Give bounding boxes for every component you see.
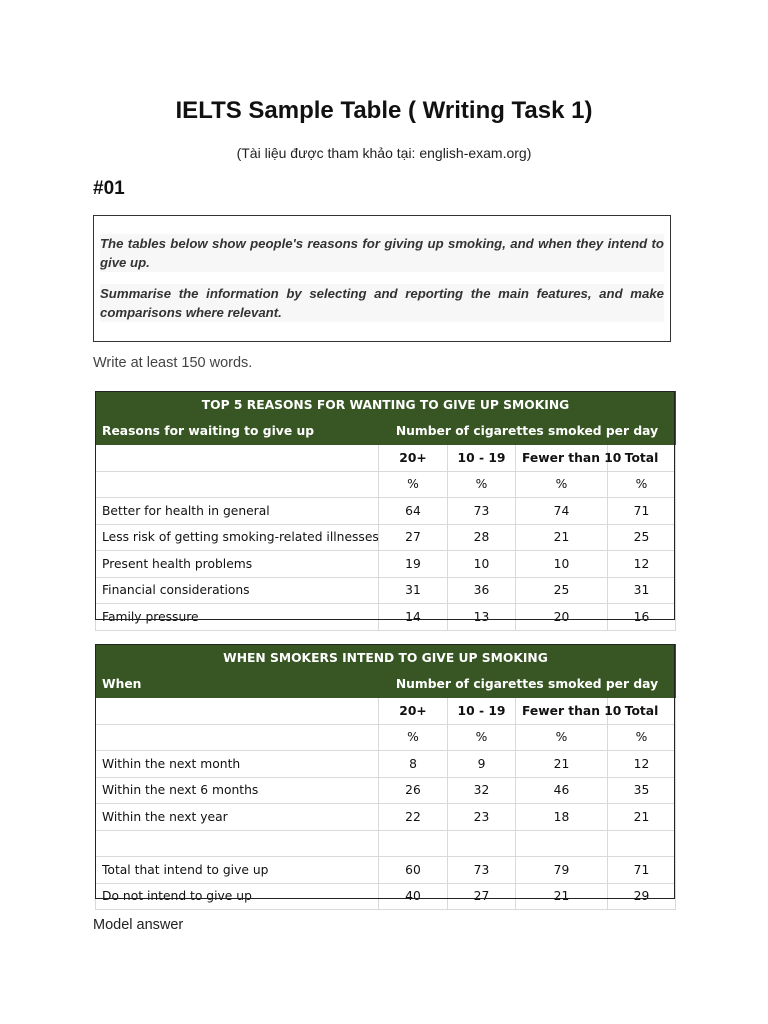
column-header-row (96, 698, 676, 725)
table-row (96, 751, 676, 778)
table-cell: 12 (608, 551, 676, 578)
table-row (96, 498, 676, 525)
unit-cell: % (516, 724, 608, 751)
table-cell: 31 (608, 577, 676, 604)
table-cell: 28 (448, 524, 516, 551)
unit-row (96, 471, 676, 498)
table-title: WHEN SMOKERS INTEND TO GIVE UP SMOKING (96, 645, 676, 672)
table-cell (516, 830, 608, 857)
row-label: Family pressure (96, 604, 379, 631)
table-cell: 35 (608, 777, 676, 804)
column-header-row (96, 445, 676, 472)
empty-cell (96, 471, 379, 498)
column-header: Fewer than 10 (516, 445, 608, 472)
task-prompt-paragraph: The tables below show people's reasons for giving up smoking, and when they intend to give up. (100, 236, 664, 270)
unit-cell: % (448, 724, 516, 751)
table-cell: 73 (448, 498, 516, 525)
table-cell: 74 (516, 498, 608, 525)
empty-cell (96, 445, 379, 472)
table-row (96, 604, 676, 631)
task-instruction-paragraph: Summarise the information by selecting and reporting the main features, and make comparisons where relevant. (100, 286, 664, 320)
table-cell: 27 (379, 524, 448, 551)
row-label: Within the next month (96, 751, 379, 778)
table-cell: 71 (608, 498, 676, 525)
unit-cell: % (379, 724, 448, 751)
table-cell: 21 (516, 524, 608, 551)
table-title-row (96, 392, 676, 419)
reasons-table (95, 391, 676, 631)
table-cell: 29 (608, 883, 676, 910)
table-cell (379, 830, 448, 857)
table-cell: 23 (448, 804, 516, 831)
table-cell: 21 (516, 883, 608, 910)
unit-row (96, 724, 676, 751)
table-cell (448, 830, 516, 857)
table-cell: 10 (448, 551, 516, 578)
row-label: Do not intend to give up (96, 883, 379, 910)
table-cell: 31 (379, 577, 448, 604)
table-cell: 9 (448, 751, 516, 778)
table-cell: 25 (608, 524, 676, 551)
group-header: Number of cigarettes smoked per day (379, 671, 676, 698)
column-header: Fewer than 10 (516, 698, 608, 725)
table-cell: 18 (516, 804, 608, 831)
table-cell: 21 (608, 804, 676, 831)
unit-cell: % (608, 724, 676, 751)
table-title: TOP 5 REASONS FOR WANTING TO GIVE UP SMOKING (96, 392, 676, 419)
intentions-table (95, 644, 676, 910)
table-row (96, 551, 676, 578)
table-cell: 22 (379, 804, 448, 831)
row-label: Less risk of getting smoking-related illnesses (96, 524, 379, 551)
table-cell: 16 (608, 604, 676, 631)
table-cell: 73 (448, 857, 516, 884)
table-cell: 20 (516, 604, 608, 631)
table-row (96, 524, 676, 551)
table-cell: 27 (448, 883, 516, 910)
model-answer-label: Model answer (93, 917, 184, 933)
row-label: Better for health in general (96, 498, 379, 525)
table-cell: 60 (379, 857, 448, 884)
unit-cell: % (448, 471, 516, 498)
empty-cell (96, 724, 379, 751)
table-cell: 32 (448, 777, 516, 804)
row-header: When (96, 671, 379, 698)
table-row (96, 777, 676, 804)
column-header: Total (608, 445, 676, 472)
table-header-row (96, 418, 676, 445)
column-header: 10 - 19 (448, 445, 516, 472)
table-cell: 71 (608, 857, 676, 884)
task-prompt-box (93, 215, 671, 342)
row-label (96, 830, 379, 857)
table-cell: 12 (608, 751, 676, 778)
table-title-row (96, 645, 676, 672)
unit-cell: % (516, 471, 608, 498)
table-row (96, 804, 676, 831)
table-header-row (96, 671, 676, 698)
table-cell: 21 (516, 751, 608, 778)
column-header: Total (608, 698, 676, 725)
section-number: #01 (93, 178, 125, 199)
table-cell: 10 (516, 551, 608, 578)
empty-cell (96, 698, 379, 725)
table-row-blank (96, 830, 676, 857)
table-cell: 46 (516, 777, 608, 804)
word-requirement: Write at least 150 words. (93, 355, 253, 371)
table-cell: 79 (516, 857, 608, 884)
table-cell: 25 (516, 577, 608, 604)
row-label: Within the next year (96, 804, 379, 831)
table-cell: 64 (379, 498, 448, 525)
table-row (96, 577, 676, 604)
table-cell: 26 (379, 777, 448, 804)
row-label: Total that intend to give up (96, 857, 379, 884)
table-row (96, 883, 676, 910)
column-header: 10 - 19 (448, 698, 516, 725)
page-title: IELTS Sample Table ( Writing Task 1) (175, 97, 593, 124)
unit-cell: % (608, 471, 676, 498)
table-cell: 40 (379, 883, 448, 910)
table-cell (608, 830, 676, 857)
table-row (96, 857, 676, 884)
table-cell: 19 (379, 551, 448, 578)
source-note: (Tài liệu được tham khảo tại: english-exam.org) (236, 145, 532, 161)
row-label: Within the next 6 months (96, 777, 379, 804)
column-header: 20+ (379, 445, 448, 472)
table-cell: 8 (379, 751, 448, 778)
row-label: Present health problems (96, 551, 379, 578)
unit-cell: % (379, 471, 448, 498)
column-header: 20+ (379, 698, 448, 725)
table-cell: 36 (448, 577, 516, 604)
table-cell: 14 (379, 604, 448, 631)
group-header: Number of cigarettes smoked per day (379, 418, 676, 445)
row-label: Financial considerations (96, 577, 379, 604)
row-header: Reasons for waiting to give up (96, 418, 379, 445)
table-cell: 13 (448, 604, 516, 631)
